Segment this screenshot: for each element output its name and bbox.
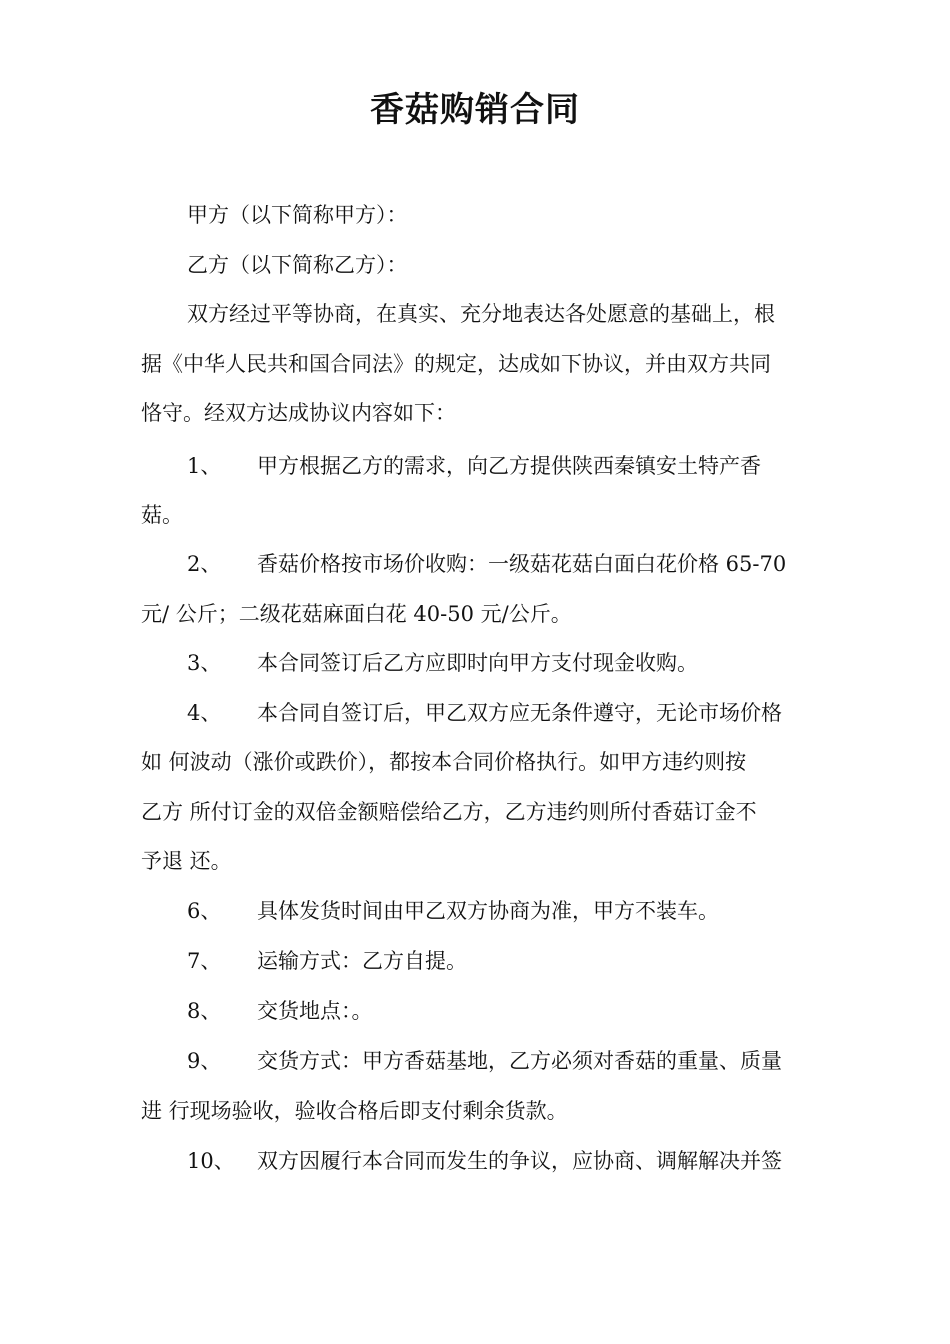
clause-number: 3、: [187, 651, 222, 675]
clause-text-cont: 乙方 所付订金的双倍金额赔偿给乙方，乙方违约则所付香菇订金不: [141, 800, 757, 824]
page-title: 香菇购销合同: [370, 90, 580, 130]
clause-text: 交货方式：甲方香菇基地，乙方必须对香菇的重量、质量: [257, 1049, 782, 1073]
clause-text: 交货地点：。: [257, 999, 373, 1023]
clause-text: 本合同签订后乙方应即时向甲方支付现金收购。: [257, 651, 698, 675]
clause-text-cont: 如 何波动（涨价或跌价），都按本合同价格执行。如甲方违约则按: [141, 750, 747, 774]
clause-number: 1、: [187, 454, 222, 478]
clause-text: 具体发货时间由甲乙双方协商为准，甲方不装车。: [257, 899, 719, 923]
clause-text: 本合同自签订后，甲乙双方应无条件遵守，无论市场价格: [257, 701, 782, 725]
clause-text-cont: 予退 还。: [141, 849, 232, 873]
intro-line: 恪守。经双方达成协议内容如下：: [141, 401, 456, 425]
clause-text: 甲方根据乙方的需求，向乙方提供陕西秦镇安土特产香: [257, 454, 761, 478]
clause-text-cont: 元/ 公斤；二级花菇麻面白花 40-50 元/公斤。: [141, 602, 572, 626]
intro-line: 据《中华人民共和国合同法》的规定，达成如下协议，并由双方共同: [141, 352, 771, 376]
clause-number: 10、: [187, 1149, 235, 1173]
clause-number: 2、: [187, 552, 222, 576]
clause-number: 7、: [187, 949, 222, 973]
clause-text-cont: 进 行现场验收，验收合格后即支付剩余货款。: [141, 1099, 568, 1123]
clause-number: 4、: [187, 701, 222, 725]
clause-text: 双方因履行本合同而发生的争议，应协商、调解解决并签: [257, 1149, 782, 1173]
clause-number: 8、: [187, 999, 222, 1023]
clause-text: 香菇价格按市场价收购：一级菇花菇白面白花价格 65-70: [257, 552, 787, 576]
party-a-line: 甲方（以下简称甲方）：: [187, 203, 408, 227]
clause-number: 9、: [187, 1049, 222, 1073]
party-b-line: 乙方（以下简称乙方）：: [187, 253, 408, 277]
clause-text: 运输方式：乙方自提。: [257, 949, 467, 973]
clause-number: 6、: [187, 899, 222, 923]
clause-text-cont: 菇。: [141, 503, 183, 527]
intro-line: 双方经过平等协商，在真实、充分地表达各处愿意的基础上，根: [187, 302, 775, 326]
